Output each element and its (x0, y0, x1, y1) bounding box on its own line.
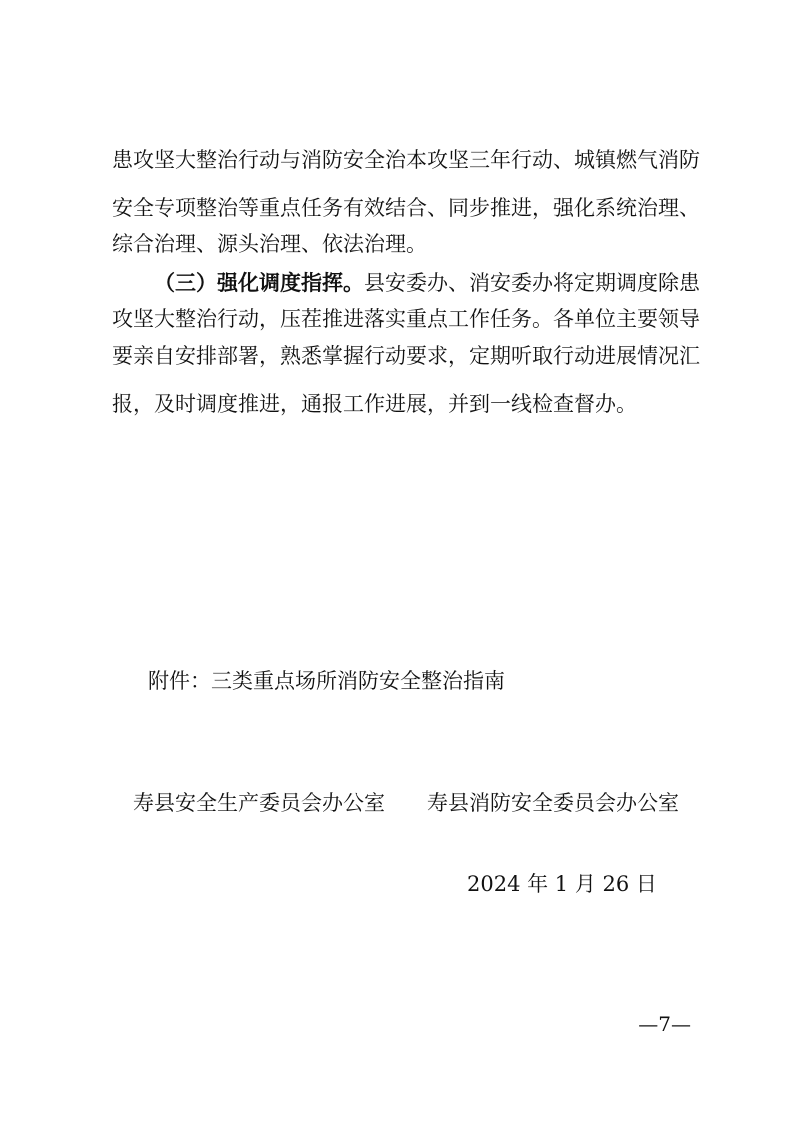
signature-left: 寿县安全生产委员会办公室 (133, 791, 385, 815)
document-date: 2024 年 1 月 26 日 (467, 872, 657, 896)
section-heading: （三）强化调度指挥。 (154, 270, 364, 295)
signature-right: 寿县消防安全委员会办公室 (427, 791, 679, 815)
paragraph2-line2: 攻坚大整治行动，压茬推进落实重点工作任务。各单位主要领导 (112, 307, 700, 331)
paragraph2-line1-text: 县安委办、消安委办将定期调度除患 (364, 271, 700, 295)
paragraph1-line2: 安全专项整治等重点任务有效结合、同步推进，强化系统治理、 (112, 196, 700, 220)
paragraph2-line1 (154, 270, 700, 295)
paragraph2-line4: 报，及时调度推进，通报工作进展，并到一线检查督办。 (112, 392, 637, 416)
paragraph2-line3: 要亲自安排部署，熟悉掌握行动要求，定期听取行动进展情况汇 (112, 344, 700, 368)
page-number: —7— (638, 1012, 691, 1036)
attachment-line: 附件：三类重点场所消防安全整治指南 (148, 669, 505, 693)
paragraph1-line3: 综合治理、源头治理、依法治理。 (112, 232, 427, 256)
paragraph1-line1: 患攻坚大整治行动与消防安全治本攻坚三年行动、城镇燃气消防 (112, 148, 700, 172)
